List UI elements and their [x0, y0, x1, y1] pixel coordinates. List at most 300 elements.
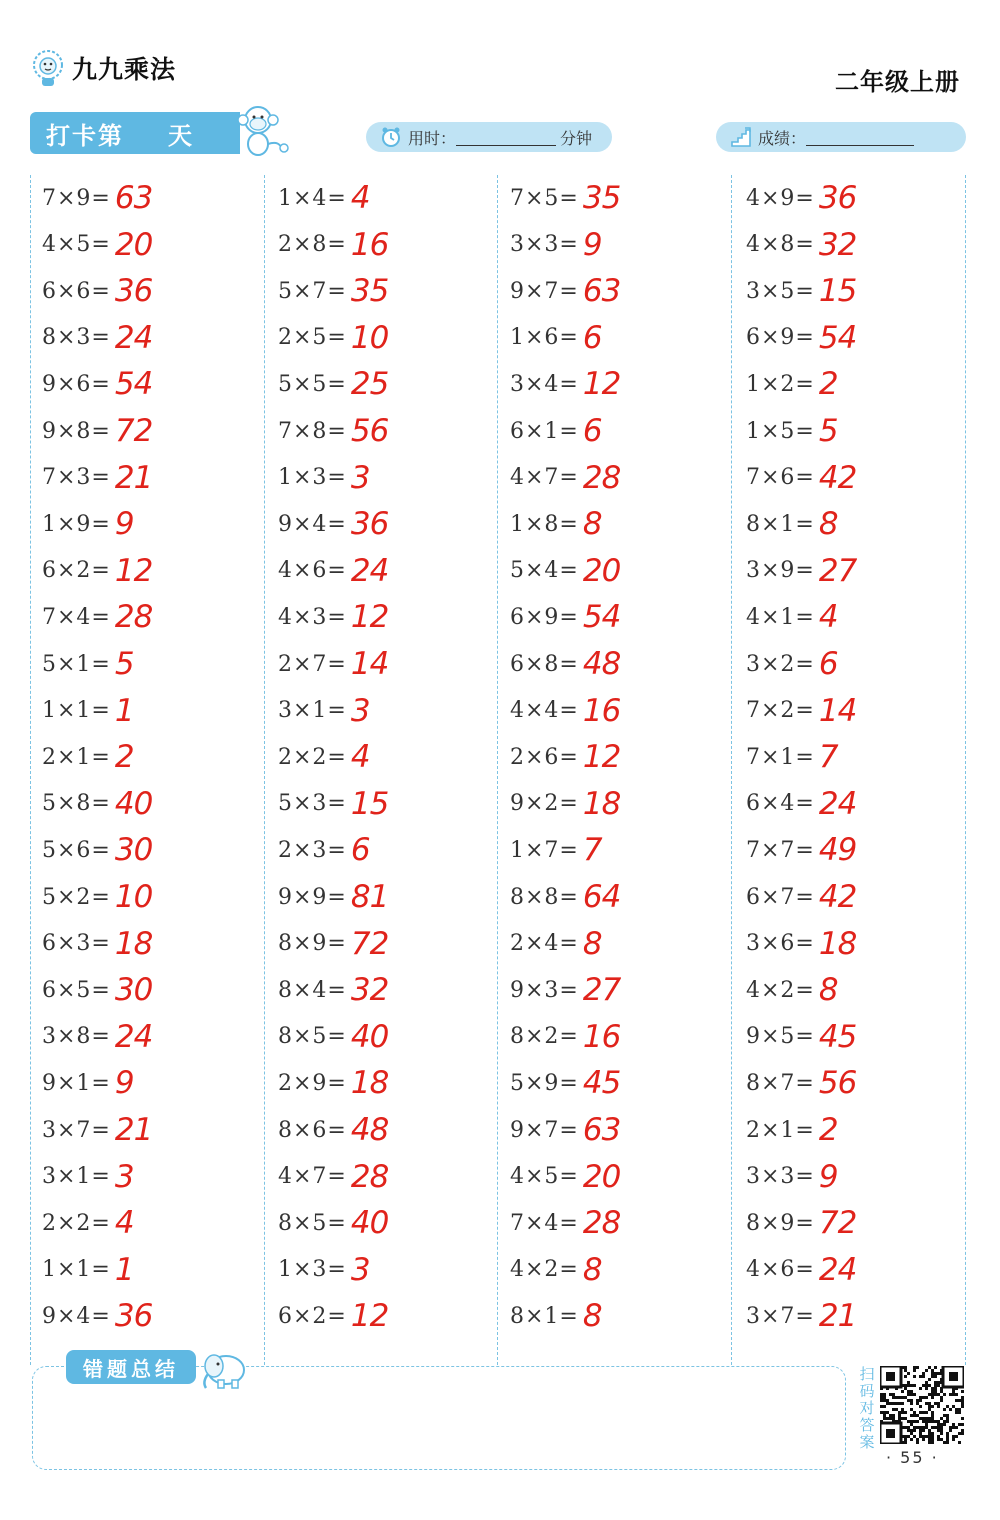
exercise-row [278, 688, 370, 734]
exercise-question: 4×6= [746, 1257, 815, 1283]
handwritten-answer[interactable]: 21 [114, 459, 153, 496]
exercise-row [746, 874, 856, 920]
handwritten-answer[interactable]: 14 [350, 646, 389, 682]
exercise-question: 5×6= [42, 837, 111, 863]
exercise-question: 5×3= [278, 791, 347, 817]
exercise-row [510, 175, 620, 221]
exercise-question: 3×1= [42, 1164, 111, 1190]
handwritten-answer[interactable]: 8 [818, 506, 838, 543]
exercise-question: 8×6= [278, 1117, 347, 1143]
exercise-row [746, 1200, 856, 1246]
exercise-row [746, 501, 838, 547]
exercise-row [278, 734, 370, 780]
handwritten-answer[interactable]: 40 [350, 1205, 389, 1242]
exercise-row [510, 1247, 602, 1293]
handwritten-answer[interactable]: 72 [818, 1205, 857, 1242]
exercise-row [278, 315, 388, 361]
exercise-question: 8×5= [278, 1210, 347, 1236]
exercise-question: 4×2= [510, 1257, 579, 1283]
exercise-question: 9×8= [42, 418, 111, 444]
exercise-row [278, 874, 388, 920]
exercise-question: 2×6= [510, 744, 579, 770]
exercise-row [278, 1154, 388, 1200]
exercise-row [42, 827, 152, 873]
handwritten-answer[interactable]: 9 [114, 506, 134, 543]
time-field [366, 122, 612, 152]
handwritten-answer[interactable]: 36 [114, 1298, 153, 1335]
handwritten-answer[interactable]: 48 [350, 1112, 389, 1148]
score-stairs-icon [730, 126, 752, 148]
exercise-question: 5×4= [510, 558, 579, 584]
handwritten-answer[interactable]: 20 [114, 226, 153, 263]
handwritten-answer[interactable]: 15 [350, 785, 389, 822]
exercise-row [510, 874, 620, 920]
exercise-row [42, 408, 152, 454]
exercise-question: 5×9= [510, 1070, 579, 1096]
exercise-row [510, 455, 620, 501]
handwritten-answer[interactable]: 24 [818, 785, 857, 822]
exercise-question: 1×5= [746, 418, 815, 444]
exercise-row [510, 548, 620, 594]
exercise-question: 1×1= [42, 1257, 111, 1283]
exercise-question: 2×2= [42, 1210, 111, 1236]
book-title: 九九乘法 [72, 55, 177, 84]
exercise-row [42, 594, 152, 640]
alarm-clock-icon [380, 126, 402, 148]
exercise-row [278, 641, 388, 687]
exercise-question: 7×9= [42, 185, 111, 211]
lion-mascot-icon [30, 48, 66, 88]
exercise-question: 4×9= [746, 185, 815, 211]
exercise-question: 8×2= [510, 1024, 579, 1050]
handwritten-answer[interactable]: 10 [350, 319, 389, 356]
time-input-line[interactable] [456, 129, 556, 146]
exercise-question: 6×2= [42, 558, 111, 584]
exercise-question: 9×2= [510, 791, 579, 817]
exercise-row [746, 408, 838, 454]
handwritten-answer[interactable]: 48 [582, 646, 621, 682]
exercise-question: 7×3= [42, 465, 111, 491]
exercise-row [278, 1293, 388, 1339]
handwritten-answer[interactable]: 9 [114, 1065, 134, 1102]
exercise-question: 4×3= [278, 604, 347, 630]
handwritten-answer[interactable]: 16 [350, 226, 389, 263]
exercise-row [42, 1107, 152, 1153]
exercise-row [278, 408, 388, 454]
handwritten-answer[interactable]: 36 [818, 180, 857, 216]
exercise-row [42, 268, 152, 314]
time-unit: 分钟 [560, 128, 593, 148]
exercise-row [746, 1107, 838, 1153]
exercise-row [746, 1293, 856, 1339]
exercise-question: 6×7= [746, 884, 815, 910]
handwritten-answer[interactable]: 72 [350, 925, 389, 962]
exercise-row [510, 827, 602, 873]
exercise-row [278, 361, 388, 407]
exercise-question: 5×8= [42, 791, 111, 817]
handwritten-answer[interactable]: 16 [582, 1018, 621, 1055]
exercise-question: 4×8= [746, 232, 815, 258]
exercise-question: 4×5= [42, 232, 111, 258]
handwritten-answer[interactable]: 21 [818, 1298, 857, 1335]
exercise-row [510, 1154, 620, 1200]
handwritten-answer[interactable]: 27 [818, 552, 857, 589]
exercise-row [42, 734, 134, 780]
exercise-question: 5×2= [42, 884, 111, 910]
exercise-row [278, 967, 388, 1013]
handwritten-answer[interactable]: 24 [350, 552, 389, 589]
exercise-question: 9×1= [42, 1070, 111, 1096]
exercise-row [510, 222, 602, 268]
exercise-question: 2×5= [278, 325, 347, 351]
handwritten-answer[interactable]: 4 [818, 599, 838, 636]
exercise-question: 1×3= [278, 465, 347, 491]
exercise-question: 8×3= [42, 325, 111, 351]
exercise-question: 6×8= [510, 651, 579, 677]
exercise-row [510, 315, 602, 361]
exercise-question: 1×9= [42, 511, 111, 537]
exercise-row [42, 222, 152, 268]
handwritten-answer[interactable]: 8 [582, 925, 602, 962]
exercise-question: 5×1= [42, 651, 111, 677]
handwritten-answer[interactable]: 28 [582, 459, 621, 496]
exercise-row [746, 921, 856, 967]
exercise-question: 1×4= [278, 185, 347, 211]
exercise-question: 6×5= [42, 977, 111, 1003]
exercise-question: 9×6= [42, 371, 111, 397]
exercise-row [510, 361, 620, 407]
exercise-row [510, 408, 602, 454]
handwritten-answer[interactable]: 10 [114, 879, 153, 915]
handwritten-answer[interactable]: 1 [114, 1251, 134, 1288]
exercise-question: 1×2= [746, 371, 815, 397]
exercise-row [746, 455, 856, 501]
handwritten-answer[interactable]: 56 [818, 1065, 857, 1102]
handwritten-answer[interactable]: 28 [350, 1158, 389, 1195]
exercise-question: 5×7= [278, 278, 347, 304]
exercise-question: 2×7= [278, 651, 347, 677]
exercise-row [510, 501, 602, 547]
handwritten-answer[interactable]: 9 [582, 226, 602, 263]
handwritten-answer[interactable]: 27 [582, 972, 621, 1009]
handwritten-answer[interactable]: 21 [114, 1112, 153, 1148]
exercise-question: 7×4= [42, 604, 111, 630]
handwritten-answer[interactable]: 42 [818, 459, 857, 496]
elephant-mascot-icon [196, 1344, 254, 1390]
exercise-question: 3×8= [42, 1024, 111, 1050]
handwritten-answer[interactable]: 36 [114, 273, 153, 310]
exercise-row [510, 1014, 620, 1060]
handwritten-answer[interactable]: 63 [582, 1112, 621, 1148]
handwritten-answer[interactable]: 63 [582, 273, 621, 310]
exercise-question: 1×1= [42, 698, 111, 724]
exercise-question: 8×9= [278, 931, 347, 957]
exercise-question: 4×1= [746, 604, 815, 630]
exercise-question: 3×4= [510, 371, 579, 397]
handwritten-answer[interactable]: 15 [818, 273, 857, 310]
exercise-question: 6×9= [746, 325, 815, 351]
exercise-question: 3×5= [746, 278, 815, 304]
exercise-question: 9×7= [510, 1117, 579, 1143]
handwritten-answer[interactable]: 4 [114, 1205, 134, 1242]
exercise-question: 3×7= [42, 1117, 111, 1143]
score-label: 成绩： [758, 128, 807, 148]
handwritten-answer[interactable]: 12 [582, 366, 621, 403]
exercise-question: 3×6= [746, 931, 815, 957]
handwritten-answer[interactable]: 7 [582, 832, 602, 869]
handwritten-answer[interactable]: 18 [350, 1065, 389, 1102]
handwritten-answer[interactable]: 56 [350, 413, 389, 449]
exercise-row [510, 641, 620, 687]
handwritten-answer[interactable]: 3 [114, 1158, 134, 1195]
exercise-question: 8×7= [746, 1070, 815, 1096]
exercise-question: 7×4= [510, 1210, 579, 1236]
handwritten-answer[interactable]: 2 [114, 739, 134, 776]
exercise-row [746, 594, 838, 640]
exercise-question: 7×7= [746, 837, 815, 863]
handwritten-answer[interactable]: 72 [114, 413, 153, 449]
handwritten-answer[interactable]: 30 [114, 832, 153, 869]
exercise-question: 9×4= [278, 511, 347, 537]
exercise-row [746, 1154, 838, 1200]
exercise-question: 7×2= [746, 698, 815, 724]
handwritten-answer[interactable]: 49 [818, 832, 857, 869]
handwritten-answer[interactable]: 8 [582, 1251, 602, 1288]
handwritten-answer[interactable]: 2 [818, 1112, 838, 1148]
exercise-row [42, 361, 152, 407]
handwritten-answer[interactable]: 6 [582, 413, 602, 449]
exercise-row [278, 222, 388, 268]
exercise-row [746, 688, 856, 734]
checkin-prefix: 打卡第 [46, 121, 124, 150]
handwritten-answer[interactable]: 2 [818, 366, 838, 403]
exercise-question: 8×1= [746, 511, 815, 537]
exercise-question: 2×8= [278, 232, 347, 258]
handwritten-answer[interactable]: 4 [350, 739, 370, 776]
exercise-question: 1×3= [278, 1257, 347, 1283]
handwritten-answer[interactable]: 3 [350, 692, 370, 729]
exercise-question: 8×4= [278, 977, 347, 1003]
exercise-question: 4×7= [510, 465, 579, 491]
exercise-question: 2×9= [278, 1070, 347, 1096]
handwritten-answer[interactable]: 8 [582, 506, 602, 543]
exercise-row [42, 1200, 134, 1246]
exercise-question: 8×9= [746, 1210, 815, 1236]
handwritten-answer[interactable]: 36 [350, 506, 389, 543]
handwritten-answer[interactable]: 24 [818, 1251, 857, 1288]
exercise-question: 1×8= [510, 511, 579, 537]
handwritten-answer[interactable]: 9 [818, 1158, 838, 1195]
handwritten-answer[interactable]: 32 [350, 972, 389, 1009]
exercise-row [278, 548, 388, 594]
handwritten-answer[interactable]: 30 [114, 972, 153, 1009]
exercise-question: 6×9= [510, 604, 579, 630]
exercise-question: 6×6= [42, 278, 111, 304]
exercise-question: 1×6= [510, 325, 579, 351]
exercise-row [278, 1247, 370, 1293]
handwritten-answer[interactable]: 16 [582, 692, 621, 729]
exercise-row [42, 1060, 134, 1106]
handwritten-answer[interactable]: 3 [350, 1251, 370, 1288]
handwritten-answer[interactable]: 64 [582, 879, 621, 915]
handwritten-answer[interactable]: 81 [350, 879, 389, 915]
handwritten-answer[interactable]: 63 [114, 180, 153, 216]
exercise-question: 2×1= [42, 744, 111, 770]
handwritten-answer[interactable]: 28 [582, 1205, 621, 1242]
exercise-row [42, 175, 152, 221]
exercise-question: 1×7= [510, 837, 579, 863]
handwritten-answer[interactable]: 42 [818, 879, 857, 915]
exercise-question: 6×2= [278, 1303, 347, 1329]
exercise-question: 4×7= [278, 1164, 347, 1190]
handwritten-answer[interactable]: 24 [114, 319, 153, 356]
exercise-row [746, 1014, 856, 1060]
mistake-summary-title: 错题总结 [66, 1350, 196, 1384]
handwritten-answer[interactable]: 5 [114, 646, 134, 682]
exercise-question: 9×7= [510, 278, 579, 304]
exercise-row [278, 594, 388, 640]
exercise-question: 2×3= [278, 837, 347, 863]
exercise-row [278, 1107, 388, 1153]
exercise-question: 7×5= [510, 185, 579, 211]
exercise-row [510, 1107, 620, 1153]
handwritten-answer[interactable]: 35 [350, 273, 389, 310]
exercise-row [278, 268, 388, 314]
handwritten-answer[interactable]: 20 [582, 1158, 621, 1195]
exercise-question: 7×1= [746, 744, 815, 770]
exercise-question: 8×1= [510, 1303, 579, 1329]
exercise-row [278, 1200, 388, 1246]
exercise-grid [30, 175, 966, 1365]
handwritten-answer[interactable]: 45 [818, 1018, 857, 1055]
handwritten-answer[interactable]: 45 [582, 1065, 621, 1102]
handwritten-answer[interactable]: 54 [114, 366, 153, 403]
exercise-question: 4×5= [510, 1164, 579, 1190]
exercise-question: 3×3= [746, 1164, 815, 1190]
exercise-row [278, 455, 370, 501]
exercise-row [42, 1293, 152, 1339]
handwritten-answer[interactable]: 14 [818, 692, 857, 729]
handwritten-answer[interactable]: 54 [582, 599, 621, 636]
qr-code-icon[interactable] [880, 1366, 964, 1444]
exercise-question: 9×4= [42, 1303, 111, 1329]
exercise-question: 3×3= [510, 232, 579, 258]
handwritten-answer[interactable]: 12 [114, 552, 153, 589]
handwritten-answer[interactable]: 12 [350, 599, 389, 636]
handwritten-answer[interactable]: 54 [818, 319, 857, 356]
time-label: 用时： [408, 128, 457, 148]
exercise-row [746, 781, 856, 827]
page-number: · 55 · [886, 1448, 939, 1467]
exercise-row [746, 641, 838, 687]
exercise-row [510, 1293, 602, 1339]
exercise-question: 5×5= [278, 371, 347, 397]
exercise-row [42, 548, 152, 594]
checkin-banner [30, 112, 240, 154]
handwritten-answer[interactable]: 35 [582, 180, 621, 216]
exercise-question: 2×1= [746, 1117, 815, 1143]
exercise-row [42, 501, 134, 547]
exercise-row [278, 501, 388, 547]
exercise-question: 4×2= [746, 977, 815, 1003]
exercise-question: 8×8= [510, 884, 579, 910]
handwritten-answer[interactable]: 7 [818, 739, 838, 776]
exercise-row [42, 688, 134, 734]
exercise-row [42, 781, 152, 827]
exercise-row [746, 268, 856, 314]
scan-caption: 扫码对答案 [859, 1365, 875, 1451]
handwritten-answer[interactable]: 18 [582, 785, 621, 822]
exercise-row [746, 1247, 856, 1293]
exercise-question: 6×3= [42, 931, 111, 957]
handwritten-answer[interactable]: 6 [582, 319, 602, 356]
exercise-row [510, 268, 620, 314]
handwritten-answer[interactable]: 5 [818, 413, 838, 449]
handwritten-answer[interactable]: 18 [114, 925, 153, 962]
exercise-question: 4×6= [278, 558, 347, 584]
handwritten-answer[interactable]: 1 [114, 692, 134, 729]
handwritten-answer[interactable]: 6 [350, 832, 370, 869]
exercise-row [42, 455, 152, 501]
exercise-row [746, 361, 838, 407]
exercise-row [510, 734, 620, 780]
score-field [716, 122, 966, 152]
handwritten-answer[interactable]: 40 [114, 785, 153, 822]
exercise-row [278, 921, 388, 967]
exercise-question: 4×4= [510, 698, 579, 724]
handwritten-answer[interactable]: 4 [350, 180, 370, 216]
exercise-question: 9×9= [278, 884, 347, 910]
exercise-row [510, 594, 620, 640]
exercise-row [278, 1060, 388, 1106]
handwritten-answer[interactable]: 28 [114, 599, 153, 636]
handwritten-answer[interactable]: 25 [350, 366, 389, 403]
exercise-row [746, 222, 856, 268]
exercise-row [746, 1060, 856, 1106]
handwritten-answer[interactable]: 3 [350, 459, 370, 496]
handwritten-answer[interactable]: 8 [818, 972, 838, 1009]
exercise-row [510, 1060, 620, 1106]
handwritten-answer[interactable]: 32 [818, 226, 857, 263]
exercise-row [278, 1014, 388, 1060]
exercise-row [42, 874, 152, 920]
handwritten-answer[interactable]: 24 [114, 1018, 153, 1055]
exercise-question: 8×5= [278, 1024, 347, 1050]
exercise-question: 9×3= [510, 977, 579, 1003]
handwritten-answer[interactable]: 12 [582, 739, 621, 776]
exercise-row [42, 1154, 134, 1200]
exercise-row [510, 688, 620, 734]
exercise-row [278, 175, 370, 221]
exercise-row [278, 781, 388, 827]
score-input-line[interactable] [806, 129, 914, 146]
handwritten-answer[interactable]: 40 [350, 1018, 389, 1055]
exercise-question: 7×6= [746, 465, 815, 491]
handwritten-answer[interactable]: 12 [350, 1298, 389, 1335]
monkey-mascot-icon [232, 100, 290, 160]
exercise-question: 7×8= [278, 418, 347, 444]
handwritten-answer[interactable]: 8 [582, 1298, 602, 1335]
exercise-row [510, 921, 602, 967]
handwritten-answer[interactable]: 6 [818, 646, 838, 682]
exercise-row [42, 641, 134, 687]
exercise-question: 3×7= [746, 1303, 815, 1329]
exercise-row [278, 827, 370, 873]
exercise-question: 6×4= [746, 791, 815, 817]
handwritten-answer[interactable]: 18 [818, 925, 857, 962]
handwritten-answer[interactable]: 20 [582, 552, 621, 589]
exercise-row [510, 781, 620, 827]
